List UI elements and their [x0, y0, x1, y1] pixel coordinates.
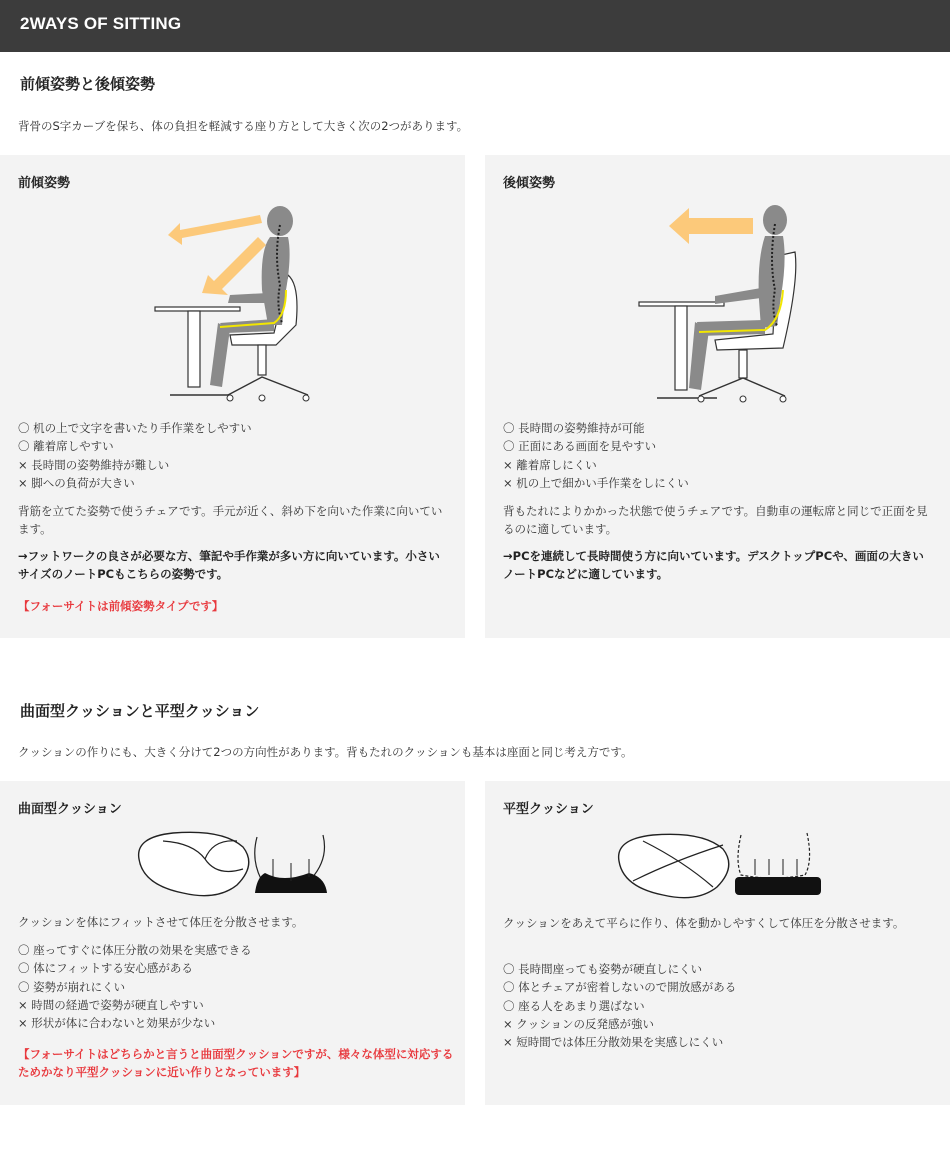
list-item: 〇 長時間の姿勢維持が可能 [503, 421, 645, 435]
list-item: × 脚への負荷が大きい [18, 475, 135, 490]
list-item: × 短時間では体圧分散効果を実感しにくい [503, 1035, 724, 1050]
backward-posture-bold-note: →PCを連続して長時間使う方に向いています。デスクトップPCや、画面の大きいノートPCなどに適しています。 [503, 549, 924, 582]
curved-cushion-card [0, 781, 465, 1105]
arrow-left-icon [669, 208, 753, 244]
forward-posture-title: 前傾姿勢 [18, 176, 71, 191]
backward-posture-list [503, 419, 689, 492]
list-item: × 長時間の姿勢維持が難しい [18, 457, 170, 472]
list-item: 〇 長時間座っても姿勢が硬直しにくい [503, 962, 703, 976]
arrow-left-icon [168, 215, 262, 245]
list-item: × 離着席しにくい [503, 457, 597, 472]
backward-posture-title: 後傾姿勢 [503, 176, 556, 191]
header-title: 2WAYS OF SITTING [20, 14, 182, 33]
forward-posture-card [0, 155, 465, 638]
curved-cushion-illustration [133, 829, 338, 901]
backward-posture-illustration [637, 200, 807, 405]
list-item: 〇 離着席しやすい [18, 439, 114, 454]
forward-posture-bold-note: →フットワークの良さが必要な方、筆記や手作業が多い方に向いています。小さいサイズのノートPCもこちらの姿勢です。 [18, 549, 440, 582]
flat-cushion-title: 平型クッション [503, 802, 594, 817]
page-header [0, 0, 950, 52]
list-item: 〇 姿勢が崩れにくい [18, 979, 126, 994]
list-item: 〇 体にフィットする安心感がある [18, 961, 193, 976]
list-item: × 時間の経過で姿勢が硬直しやすい [18, 997, 204, 1012]
list-item: 〇 正面にある画面を見やすい [503, 439, 657, 454]
curved-cushion-list [18, 941, 252, 1032]
forward-posture-description: 背筋を立てた姿勢で使うチェアです。手元が近く、斜め下を向いた作業に向いています。 [18, 504, 443, 537]
flat-cushion-card [485, 781, 950, 1105]
list-item: 〇 座る人をあまり選ばない [503, 998, 645, 1013]
curved-cushion-title: 曲面型クッション [18, 802, 122, 817]
forward-posture-red-note: 【フォーサイトは前傾姿勢タイプです】 [18, 599, 224, 613]
flat-cushion-list [503, 960, 736, 1051]
forward-posture-list [18, 419, 252, 492]
section1-title: 前傾姿勢と後傾姿勢 [20, 75, 156, 93]
curved-cushion-red-note: 【フォーサイトはどちらかと言うと曲面型クッションですが、様々な体型に対応するためかなり平型クッションに近い作りとなっています】 [18, 1047, 454, 1080]
list-item: 〇 座ってすぐに体圧分散の効果を実感できる [18, 943, 252, 957]
backward-posture-description: 背もたれによりかかった状態で使うチェアです。自動車の運転席と同じで正面を見るのに適しています。 [503, 504, 928, 537]
list-item: 〇 体とチェアが密着しないので開放感がある [503, 980, 737, 995]
list-item: × 形状が体に合わないと効果が少ない [18, 1016, 216, 1031]
arrow-down-left-icon [202, 237, 266, 295]
backward-posture-card [485, 155, 950, 638]
forward-posture-illustration [150, 195, 330, 405]
section1-intro: 背骨のS字カーブを保ち、体の負担を軽減する座り方として大きく次の2つがあります。 [18, 119, 469, 133]
flat-cushion-description: クッションをあえて平らに作り、体を動かしやすくして体圧を分散させます。 [503, 916, 905, 930]
flat-cushion-illustration [613, 831, 823, 903]
section2-intro: クッションの作りにも、大きく分けて2つの方向性があります。背もたれのクッションも基本は座面と同じ考え方です。 [18, 745, 633, 759]
list-item: × 机の上で細かい手作業をしにくい [503, 475, 689, 490]
section2-title: 曲面型クッションと平型クッション [20, 702, 260, 720]
list-item: 〇 机の上で文字を書いたり手作業をしやすい [18, 421, 252, 435]
curved-cushion-description: クッションを体にフィットさせて体圧を分散させます。 [18, 915, 304, 929]
list-item: × クッションの反発感が強い [503, 1016, 655, 1031]
